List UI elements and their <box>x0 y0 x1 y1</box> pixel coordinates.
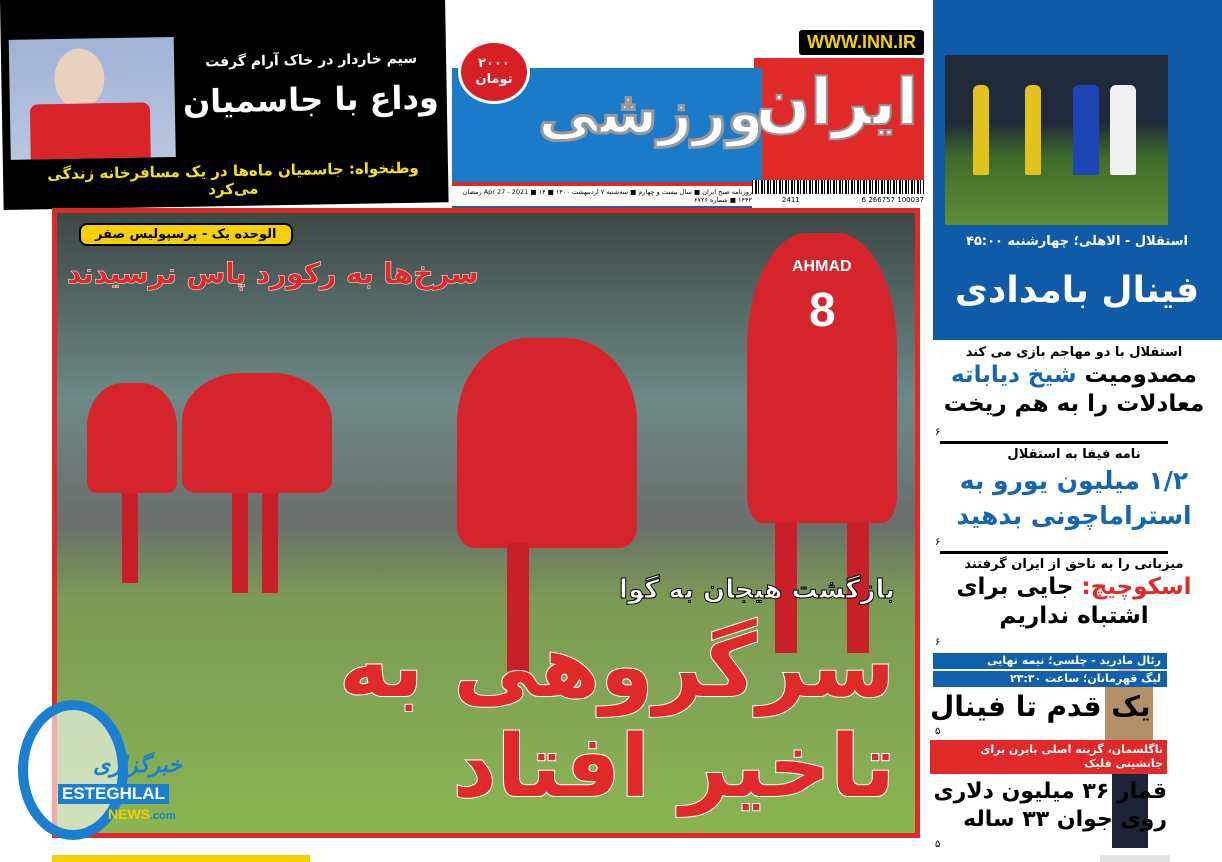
masthead <box>452 30 924 208</box>
ucl-bar-time: لیگ قهرمانان؛ ساعت ۲۳:۳۰ <box>933 671 1167 687</box>
story-kicker: میزبانی را به ناحق از ایران گرفتند <box>964 557 1184 572</box>
page-ref: ۵ <box>935 839 941 850</box>
website-link[interactable]: WWW.INN.IR <box>799 30 924 55</box>
watermark-persian: خبرگزاری <box>93 752 182 777</box>
page-ref: ۶ <box>935 427 941 438</box>
logo-iran: ایران <box>755 66 918 140</box>
esteghlal-photo <box>945 55 1168 225</box>
story-kicker: استقلال با دو مهاجم بازی می کند <box>965 345 1183 360</box>
story-kicker: نامه فیفا به استقلال <box>1007 447 1141 462</box>
jersey-number: 8 <box>809 284 836 337</box>
page-ref: ۶ <box>935 637 941 648</box>
main-headline: سرگروهی به تاخیر افتاد <box>338 617 895 817</box>
nagelsmann-bar: ناگلسمان، گزینه اصلی بایرن برای جانشینی فلیک <box>930 740 1167 774</box>
final-kicker: استقلال - الاهلی؛ چهارشنبه ۴۵:۰۰ <box>966 234 1188 249</box>
price-badge <box>458 40 530 104</box>
final-box[interactable] <box>933 0 1222 340</box>
main-subtitle: سرخ‌ها به رکورد پاس نرسیدند <box>67 257 479 290</box>
title-part: معادلات را به هم ریخت <box>943 391 1205 417</box>
final-title: فینال بامدادی <box>954 270 1200 311</box>
title-highlight: شیخ دیاباته <box>950 362 1077 388</box>
fifa-story[interactable] <box>933 447 1215 533</box>
jasemian-photo <box>9 37 176 160</box>
bottom-strip <box>1100 855 1170 862</box>
bottom-strip <box>52 855 310 862</box>
farewell-story-box[interactable] <box>0 0 449 210</box>
story-subtitle: وطنخواه: جاسمیان ماه‌ها در یک مسافرخانه زندگی می‌کرد <box>47 158 419 199</box>
title-highlight: اسکوچیچ: <box>1081 574 1192 600</box>
watermark-com: .com <box>150 810 176 822</box>
ucl-bar-match: رئال مادرید - چلسی؛ نیمه نهایی <box>933 653 1167 669</box>
page-ref: ۵ <box>935 726 941 737</box>
score-tag: الوحده یک - پرسپولیس صفر <box>79 223 293 246</box>
barcode-right: 6 266757 100037 <box>861 196 924 204</box>
logo-varzeshi: ورزشی <box>538 78 765 148</box>
esteghlal-news-watermark <box>18 700 218 840</box>
story-title: ۱/۲ میلیون یورو به استراماچونی بدهید <box>956 466 1192 530</box>
divider <box>940 441 1168 444</box>
story-title: وداع با جاسمیان <box>182 78 440 121</box>
price-unit: تومان <box>475 72 513 87</box>
jersey-name: AHMAD <box>792 258 852 275</box>
diabate-story[interactable] <box>933 345 1215 419</box>
price-value: ۲۰۰۰ <box>478 56 510 71</box>
ucl-title[interactable]: یک قدم تا فینال <box>930 690 1151 723</box>
watermark-news: NEWS <box>108 806 150 822</box>
title-part: جایی برای اشتباه نداریم <box>956 574 1149 629</box>
dateline: روزنامه صبح ایران ■ سال بیست و چهارم ■ سه‌شنبه ۷ اردیبهشت ۱۴۰۰ ■ Apr 27 - 2021 ■ ۱۴ رمضان ۱۴۴۲ ■ شماره ۶۷۲۶ <box>452 182 752 210</box>
main-kicker: بازگشت هیجان به گوا <box>619 575 895 605</box>
page-ref: ۶ <box>935 537 941 548</box>
skocic-story[interactable] <box>933 557 1215 631</box>
nagelsmann-title[interactable]: قمار ۳۶ میلیون دلاری روی جوان ۳۳ ساله <box>933 779 1167 832</box>
watermark-brand: ESTEGHLAL <box>58 784 169 804</box>
title-part: مصدومیت <box>1076 362 1197 388</box>
story-kicker: سیم خاردار در خاک آرام گرفت <box>204 50 418 71</box>
divider <box>940 551 1168 554</box>
barcode-left: 2411 <box>782 196 800 204</box>
barcode <box>752 180 924 207</box>
